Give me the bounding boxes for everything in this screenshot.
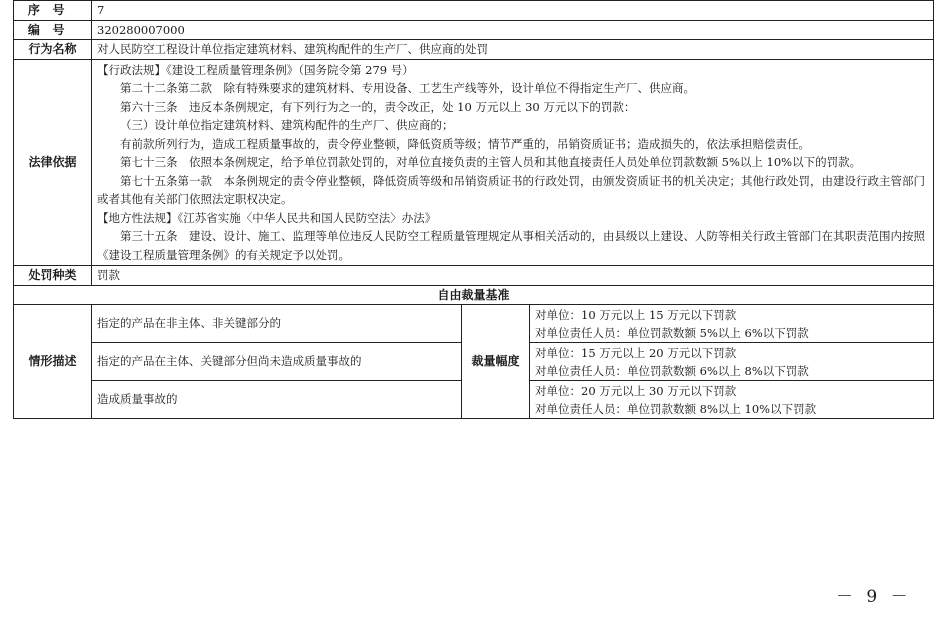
case-description: 指定的产品在非主体、非关键部分的 [92,305,462,343]
row-code [14,20,934,40]
range-person: 对单位责任人员：单位罚款数额 6%以上 8%以下罚款 [535,363,809,378]
row-discretion-title [14,285,934,305]
seq-value: 7 [92,1,934,21]
law-paragraph: 第六十三条 违反本条例规定，有下列行为之一的，责令改正，处 10 万元以上 30 万元以下的罚款： [120,99,636,114]
range-label: 裁量幅度 [462,305,530,419]
range-unit: 对单位：15 万元以上 20 万元以下罚款 [535,345,737,360]
range-cell [530,305,934,343]
law-paragraph: 【行政法规】《建设工程质量管理条例》（国务院令第 279 号） [97,62,414,77]
case-description: 指定的产品在主体、关键部分但尚未造成质量事故的 [92,343,462,381]
code-value: 320280007000 [92,20,934,40]
row-penalty [14,266,934,286]
discretion-row [14,305,934,343]
row-law [14,59,934,266]
range-cell [530,343,934,381]
range-unit: 对单位：20 万元以上 30 万元以下罚款 [535,383,737,398]
code-label: 编号 [14,20,92,40]
law-paragraph: 第三十五条 建设、设计、施工、监理等单位违反人民防空工程质量管理规定从事相关活动的，由县级以上建设、人防等相关行政主管部门在其职责范围内按照《建设工程质量管理条例》的有关规定予以处罚。 [97,229,925,262]
range-unit: 对单位：10 万元以上 15 万元以下罚款 [535,307,737,322]
row-act [14,40,934,60]
law-paragraph: 有前款所列行为，造成工程质量事故的，责令停业整顿，降低资质等级；情节严重的，吊销资质证书；造成损失的，依法承担赔偿责任。 [120,136,810,151]
act-label: 行为名称 [14,40,92,60]
law-paragraph: （三）设计单位指定建筑材料、建筑构配件的生产厂、供应商的； [120,118,454,132]
penalty-value: 罚款 [92,266,934,286]
act-value: 对人民防空工程设计单位指定建筑材料、建筑构配件的生产厂、供应商的处罚 [92,40,934,60]
law-label: 法律依据 [14,59,92,266]
law-paragraph: 第七十五条第一款 本条例规定的责令停业整顿，降低资质等级和吊销资质证书的行政处罚，由颁发资质证书的机关决定；其他行政处罚，由建设行政主管部门或者其他有关部门依照法定职权决定。 [97,173,925,206]
document-page [13,0,933,419]
penalty-label: 处罚种类 [14,266,92,286]
range-cell [530,381,934,419]
law-paragraph: 【地方性法规】《江苏省实施〈中华人民共和国人民防空法〉办法》 [97,210,437,225]
seq-label: 序号 [14,1,92,21]
law-paragraph: 第二十二条第二款 除有特殊要求的建筑材料、专用设备、工艺生产线等外，设计单位不得指定生产厂、供应商。 [120,81,695,95]
row-seq [14,1,934,21]
discretion-title: 自由裁量基准 [14,285,934,305]
case-description: 造成质量事故的 [92,381,462,419]
range-person: 对单位责任人员：单位罚款数额 8%以上 10%以下罚款 [535,401,817,416]
law-paragraph: 第七十三条 依照本条例规定，给予单位罚款处罚的，对单位直接负责的主管人员和其他直接责任人员处单位罚款数额 5%以上 10%以下的罚款。 [120,155,862,169]
law-content [92,59,934,266]
case-label: 情形描述 [14,305,92,419]
penalty-table [13,0,934,419]
page-number: － 9 － [836,587,912,607]
range-person: 对单位责任人员：单位罚款数额 5%以上 6%以下罚款 [535,325,809,340]
